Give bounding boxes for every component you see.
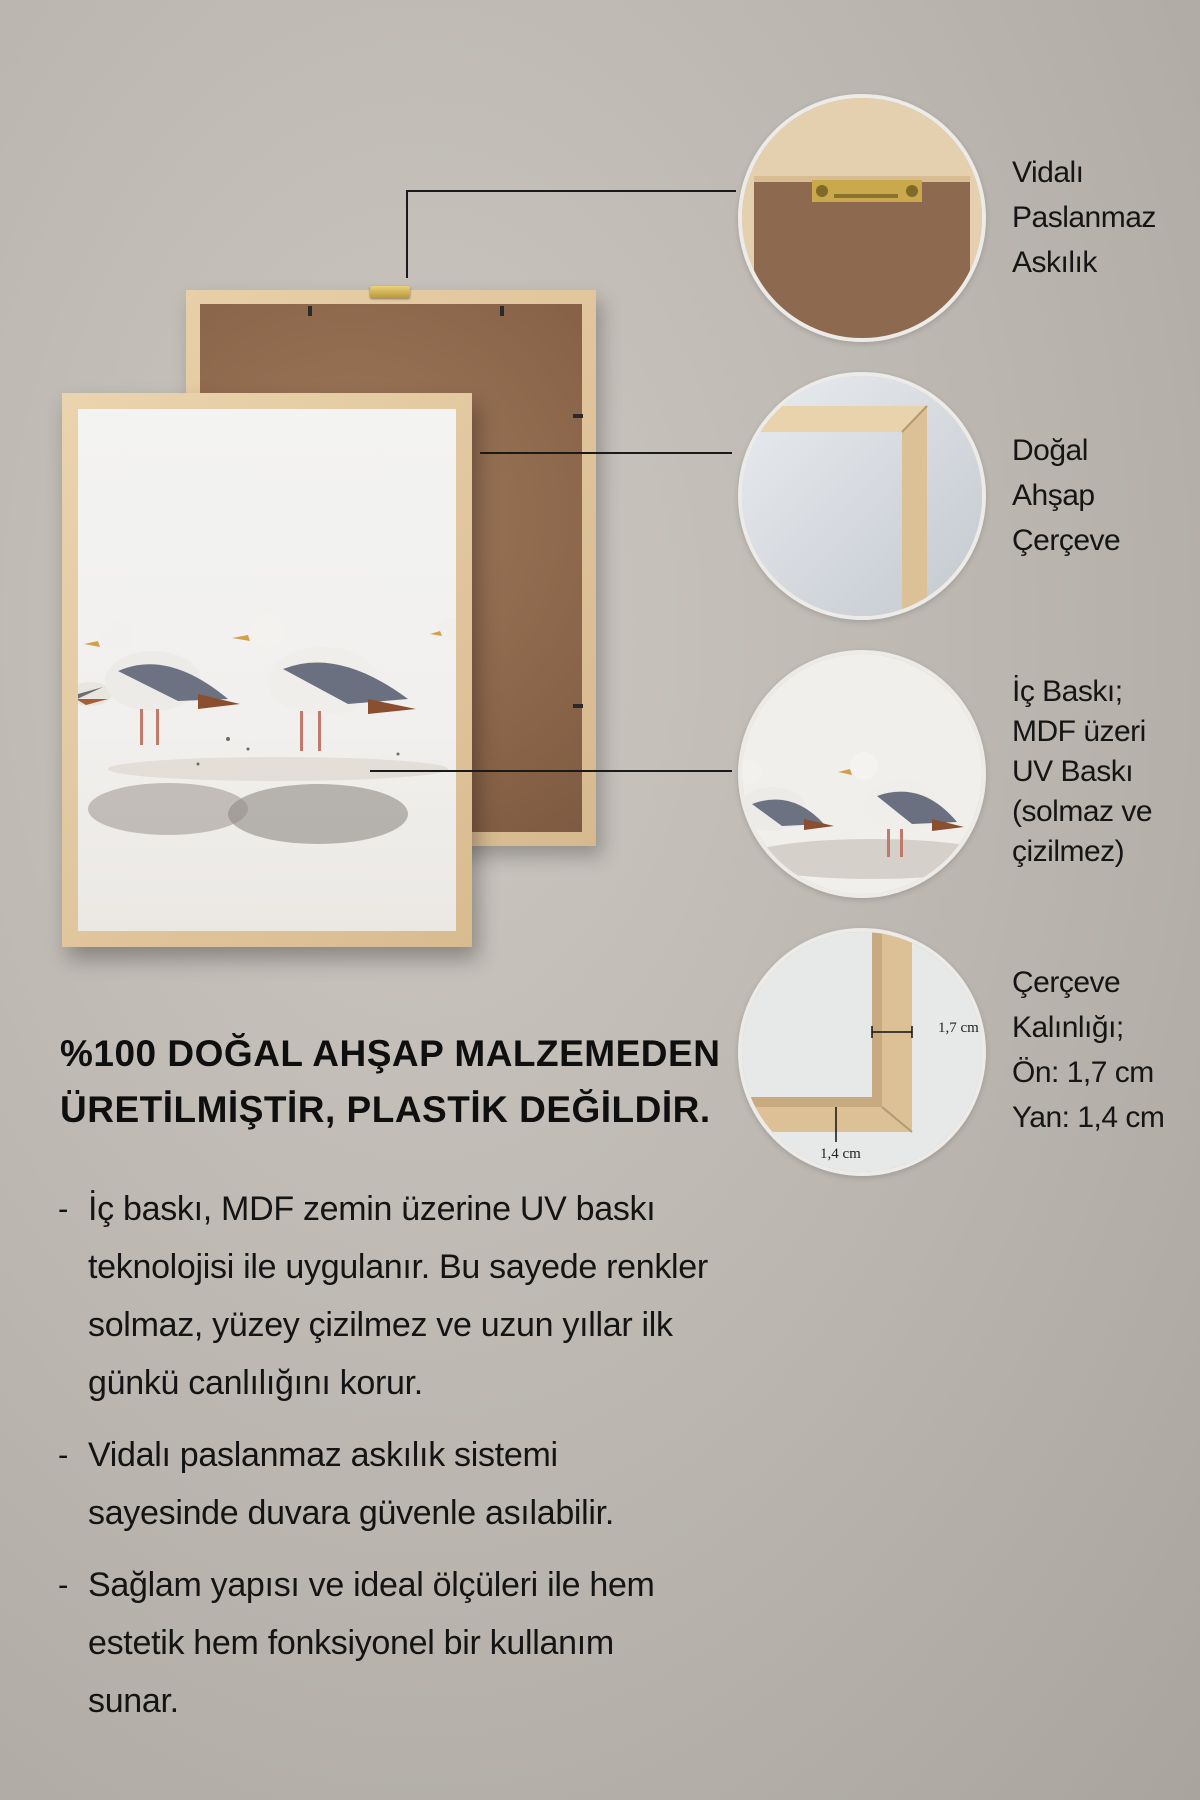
callout-line: (solmaz ve: [1012, 795, 1153, 828]
callout-line: MDF üzeri: [1012, 715, 1146, 748]
callout-line: Ön: 1,7 cm: [1012, 1056, 1154, 1089]
bullet-line: Sağlam yapısı ve ideal ölçüleri ile hem: [88, 1566, 655, 1604]
bullet-line: solmaz, yüzey çizilmez ve uzun yıllar ilk: [88, 1306, 673, 1344]
callout-line: Kalınlığı;: [1012, 1011, 1124, 1044]
frame-corner-closeup-icon: [738, 372, 986, 620]
hanger-closeup-icon: [738, 94, 986, 342]
callout-line: Ahşap: [1012, 479, 1095, 512]
bullet-marker: -: [58, 1567, 69, 1602]
frame-front-view: [62, 393, 472, 947]
bullet-marker: -: [58, 1437, 69, 1472]
bullet-line: estetik hem fonksiyonel bir kullanım: [88, 1624, 614, 1662]
feature-list: [58, 1180, 778, 1744]
back-clip: [573, 704, 583, 708]
list-item: [58, 1556, 778, 1730]
print-closeup-icon: [738, 650, 986, 898]
headline-line: ÜRETİLMİŞTİR, PLASTİK DEĞİLDİR.: [60, 1089, 711, 1130]
headline-line: %100 DOĞAL AHŞAP MALZEMEDEN: [60, 1033, 721, 1074]
bullet-marker: -: [58, 1191, 69, 1226]
callout-label-frame: [1012, 428, 1192, 563]
back-clip: [500, 306, 504, 316]
seagull-print: [78, 409, 456, 931]
callout-line: Paslanmaz: [1012, 201, 1156, 234]
callout-line: UV Baskı: [1012, 755, 1134, 788]
callout-line: Doğal: [1012, 434, 1088, 467]
list-item: [58, 1426, 778, 1542]
bullet-line: Vidalı paslanmaz askılık sistemi: [88, 1436, 558, 1474]
callout-line: Yan: 1,4 cm: [1012, 1101, 1165, 1134]
bullet-line: teknolojisi ile uygulanır. Bu sayede renkler: [88, 1248, 708, 1286]
callout-line: Askılık: [1012, 246, 1097, 279]
seagull-artwork-icon: [78, 409, 456, 931]
bullet-line: İç baskı, MDF zemin üzerine UV baskı: [88, 1190, 656, 1228]
leader-line: [480, 452, 732, 454]
callout-line: çizilmez): [1012, 835, 1125, 868]
headline: [60, 1026, 760, 1138]
sawtooth-hanger-icon: [370, 286, 410, 298]
frame-thickness-icon: [738, 928, 986, 1176]
callout-label-hanger: [1012, 150, 1192, 285]
bullet-line: sayesinde duvara güvenle asılabilir.: [88, 1494, 614, 1532]
callout-line: Vidalı: [1012, 156, 1084, 189]
leader-line: [406, 192, 408, 278]
callout-label-thickness: [1012, 960, 1192, 1140]
leader-line: [370, 770, 732, 772]
side-thickness-label: 1,4 cm: [820, 1146, 861, 1162]
callout-line: Çerçeve: [1012, 524, 1121, 557]
bullet-line: günkü canlılığını korur.: [88, 1364, 423, 1402]
back-clip: [308, 306, 312, 316]
callout-label-print: [1012, 672, 1192, 872]
list-item: [58, 1180, 778, 1412]
callout-line: İç Baskı;: [1012, 675, 1123, 708]
back-clip: [573, 414, 583, 418]
leader-line: [406, 190, 736, 192]
bullet-line: sunar.: [88, 1682, 179, 1720]
callout-line: Çerçeve: [1012, 966, 1121, 999]
front-thickness-label: 1,7 cm: [938, 1020, 979, 1036]
